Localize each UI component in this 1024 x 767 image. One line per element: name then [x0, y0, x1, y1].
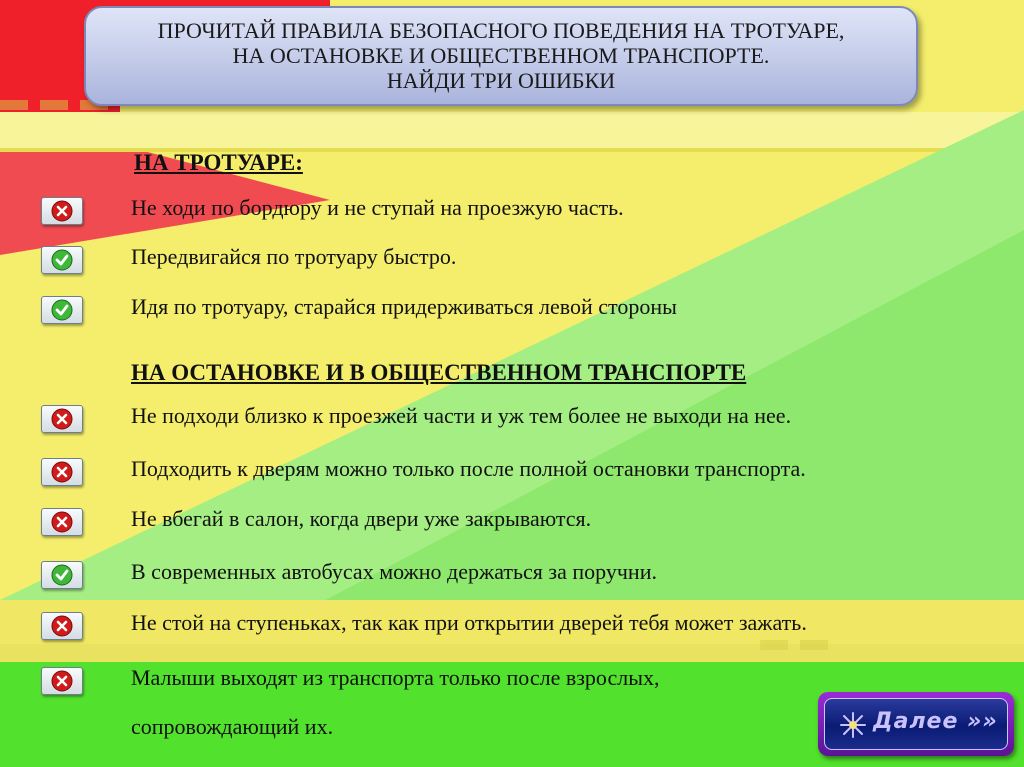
check-icon [51, 249, 73, 271]
wrong-mark-button[interactable] [41, 458, 83, 486]
wrong-mark-button[interactable] [41, 612, 83, 640]
rule-text: Малыши выходят из транспорта только после взрослых, [131, 665, 660, 690]
rule-row [0, 458, 1024, 492]
cross-icon [51, 615, 73, 637]
wrong-mark-button[interactable] [41, 197, 83, 225]
next-button-face[interactable] [824, 698, 1008, 750]
rule-text: Подходить к дверям можно только после полной остановки транспорта. [131, 456, 806, 481]
wrong-mark-button[interactable] [41, 667, 83, 695]
rule-text: Идя по тротуару, старайся придерживаться левой стороны [131, 294, 677, 319]
star-icon [839, 711, 867, 739]
rule-row [0, 197, 1024, 231]
next-button[interactable] [818, 692, 1014, 756]
rule-row [0, 508, 1024, 542]
instruction-banner [84, 6, 918, 106]
rule-text-continuation: сопровождающий их. [131, 714, 334, 739]
correct-mark-button[interactable] [41, 246, 83, 274]
correct-mark-button[interactable] [41, 561, 83, 589]
rule-text: Не ходи по бордюру и не ступай на проезжую часть. [131, 195, 624, 220]
rule-row [0, 246, 1024, 280]
cross-icon [51, 408, 73, 430]
rule-row [0, 612, 1024, 646]
check-icon [51, 299, 73, 321]
cross-icon [51, 200, 73, 222]
banner-line-3: НАЙДИ ТРИ ОШИБКИ [386, 68, 616, 93]
banner-line-2: НА ОСТАНОВКЕ И ОБЩЕСТВЕННОМ ТРАНСПОРТЕ. [232, 43, 770, 68]
rule-row [0, 561, 1024, 595]
rule-text: Не подходи близко к проезжей части и уж тем более не выходи на нее. [131, 403, 792, 428]
rule-row [0, 296, 1024, 330]
wrong-mark-button[interactable] [41, 508, 83, 536]
rule-text: В современных автобусах можно держаться за поручни. [131, 559, 657, 584]
next-button-label: Далее »» [873, 709, 998, 734]
wrong-mark-button[interactable] [41, 405, 83, 433]
banner-line-1: ПРОЧИТАЙ ПРАВИЛА БЕЗОПАСНОГО ПОВЕДЕНИЯ НА ТРОТУАРЕ, [157, 18, 845, 43]
sidewalk-heading: НА ТРОТУАРЕ: [134, 150, 303, 175]
cross-icon [51, 670, 73, 692]
cross-icon [51, 511, 73, 533]
rule-row [0, 405, 1024, 439]
correct-mark-button[interactable] [41, 296, 83, 324]
check-icon [51, 564, 73, 586]
transport-heading: НА ОСТАНОВКЕ И В ОБЩЕСТВЕННОМ ТРАНСПОРТЕ [131, 360, 747, 385]
cross-icon [51, 461, 73, 483]
rule-text: Передвигайся по тротуару быстро. [131, 244, 457, 269]
rule-text: Не вбегай в салон, когда двери уже закрываются. [131, 506, 592, 531]
rule-text: Не стой на ступеньках, так как при открытии дверей тебя может зажать. [131, 610, 807, 635]
